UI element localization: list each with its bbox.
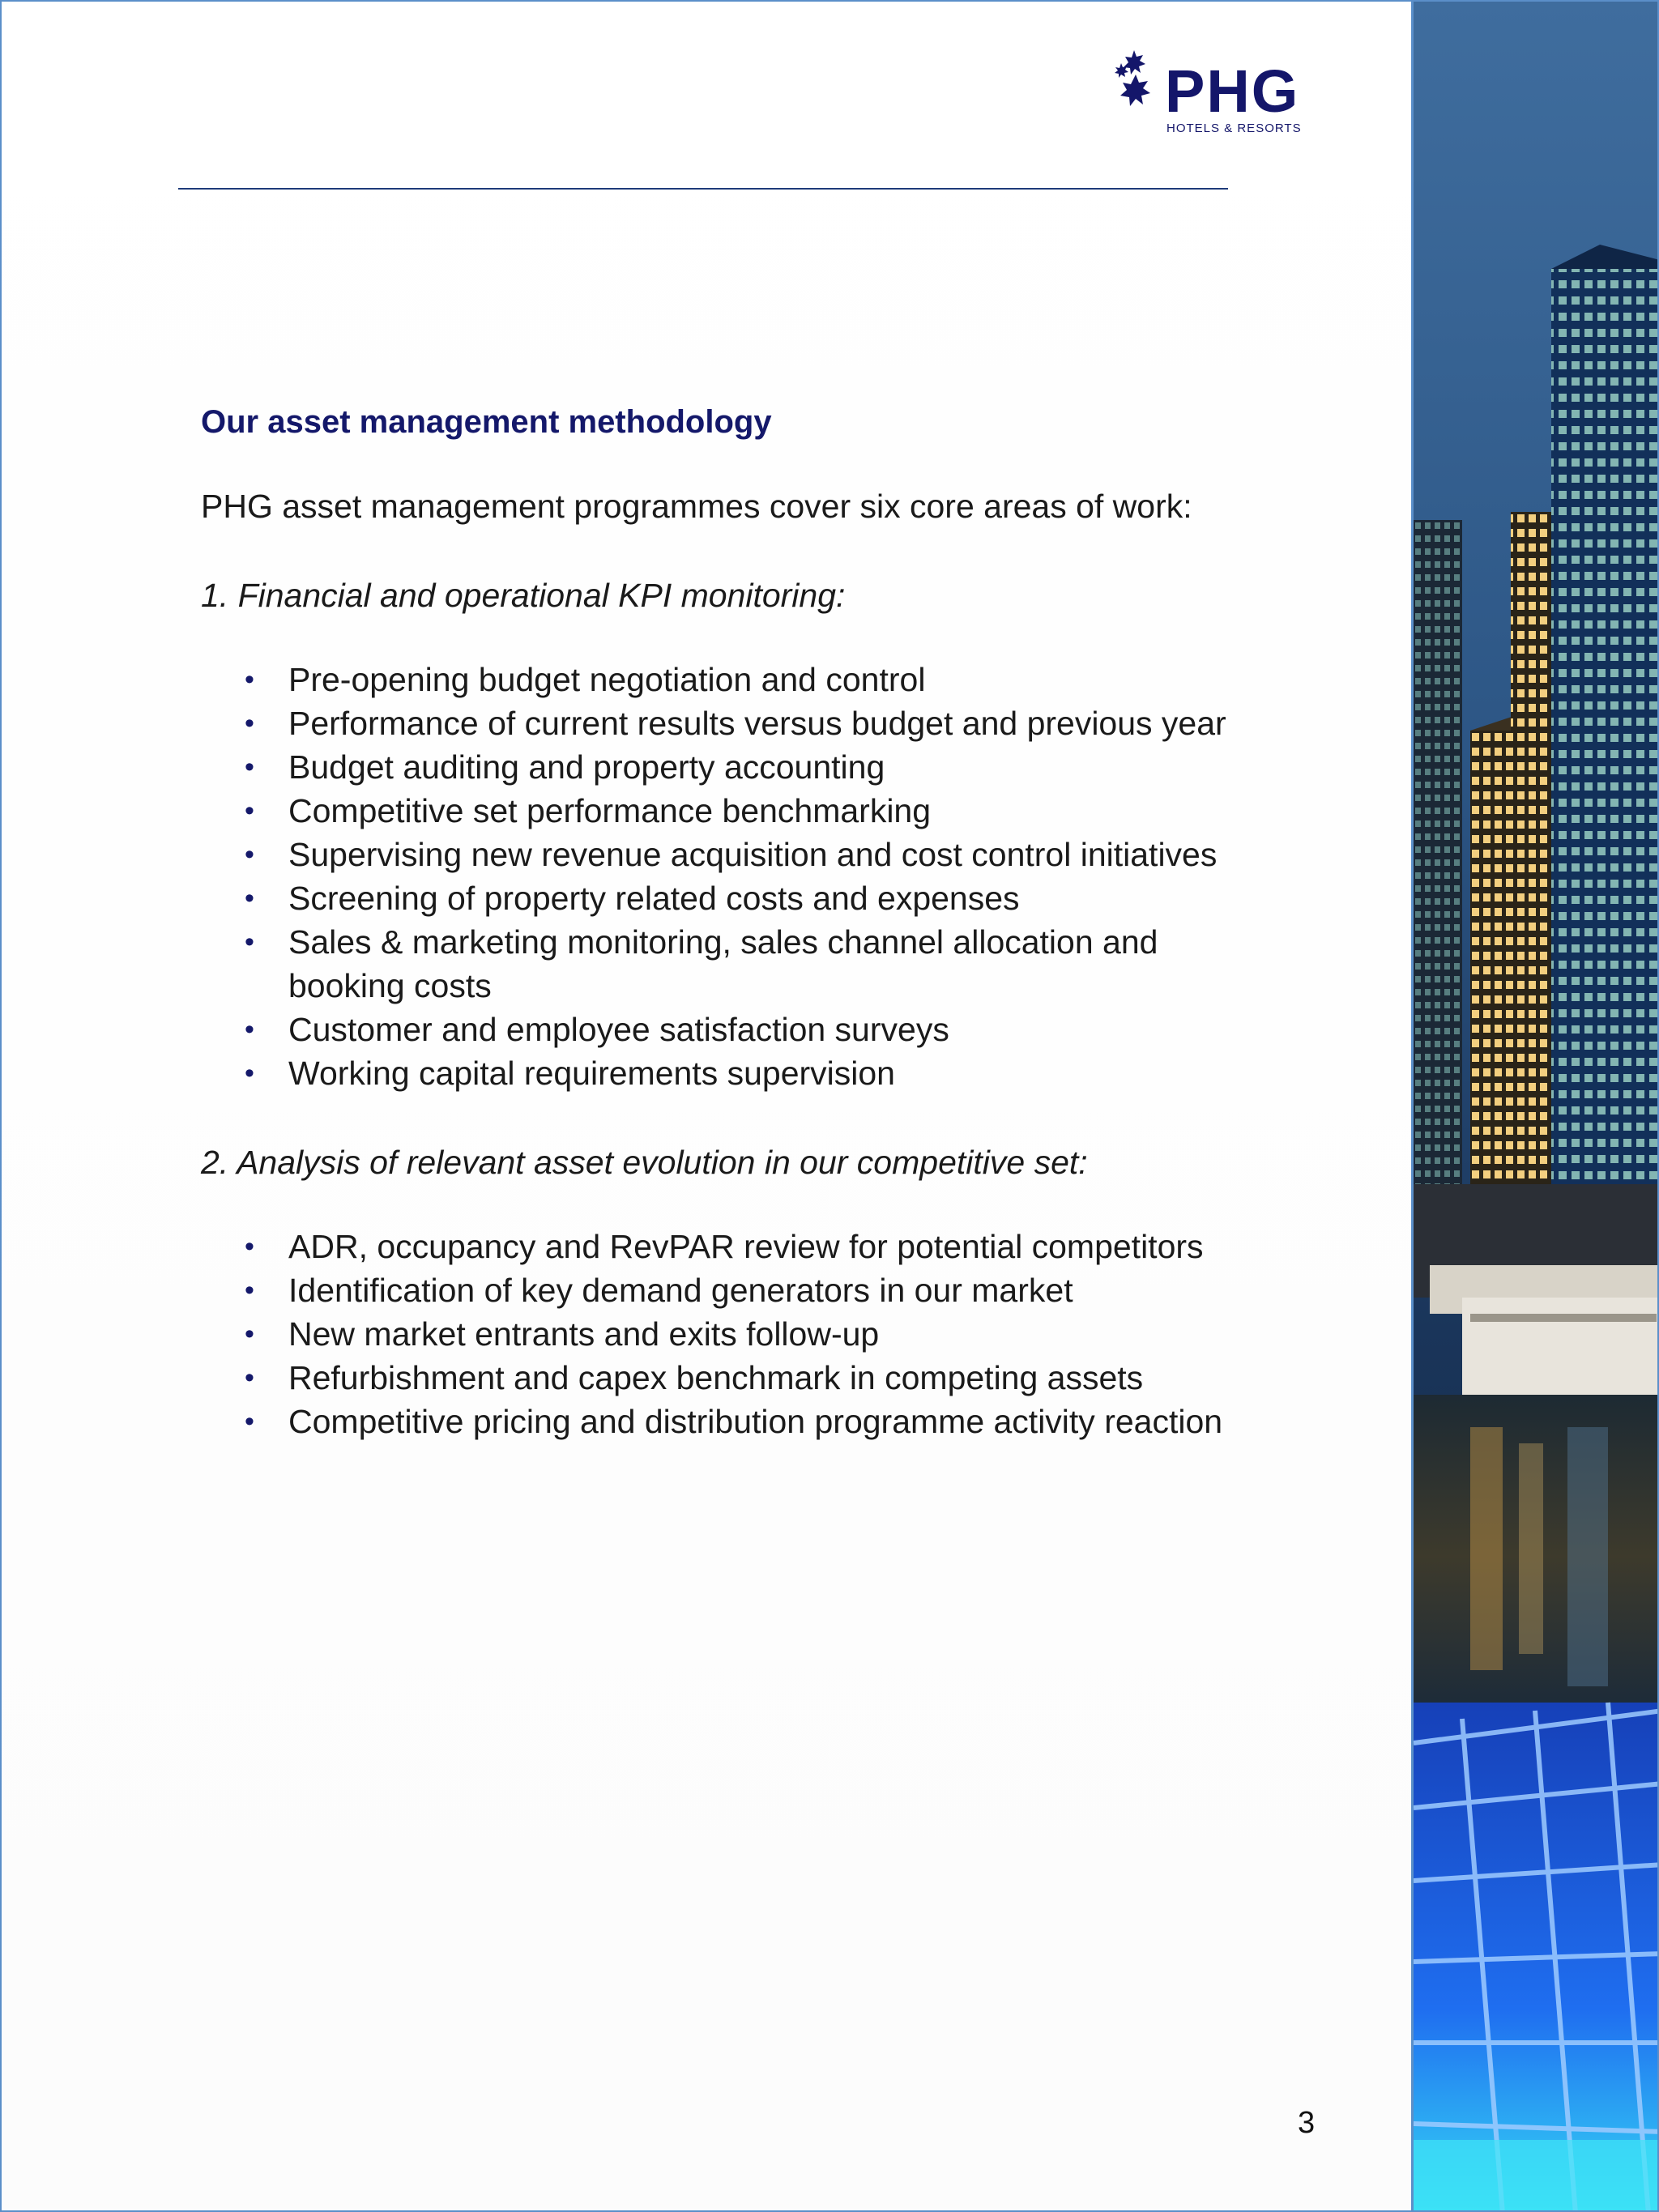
bullet-icon: • [245, 664, 254, 695]
bullet-icon: • [245, 1406, 254, 1437]
skyline-photo [1411, 2, 1659, 2212]
list-item: • Working capital requirements supervision [201, 1051, 1230, 1095]
competitive-set-list [201, 1225, 1230, 1443]
list-item: • Identification of key demand generators in our market [201, 1268, 1230, 1312]
bullet-icon: • [245, 927, 254, 957]
competitive-set-heading: 2. Analysis of relevant asset evolution in our competitive set: [201, 1144, 1088, 1181]
section-title: Our asset management methodology [201, 404, 772, 440]
bullet-icon: • [245, 795, 254, 826]
list-item: • Pre-opening budget negotiation and control [201, 658, 1230, 701]
bullet-icon: • [245, 1058, 254, 1089]
header-divider [178, 188, 1228, 190]
page-number: 3 [1298, 2106, 1316, 2140]
list-item: • Refurbishment and capex benchmark in competing assets [201, 1356, 1230, 1400]
bullet-icon: • [245, 752, 254, 782]
bullet-icon: • [245, 1362, 254, 1393]
bullet-icon: • [245, 1275, 254, 1306]
list-item: • Supervising new revenue acquisition and cost control initiatives [201, 833, 1230, 876]
bullet-icon: • [245, 839, 254, 870]
kpi-monitoring-list [201, 658, 1230, 1095]
list-item: • Competitive pricing and distribution programme activity reaction [201, 1400, 1230, 1443]
bullet-icon: • [245, 708, 254, 739]
kpi-monitoring-heading: 1. Financial and operational KPI monitoring: [201, 577, 846, 614]
list-item: • Customer and employee satisfaction surveys [201, 1008, 1230, 1051]
logo-wordmark: PHG [1165, 58, 1300, 125]
star-cluster-icon [1111, 47, 1168, 112]
document-body [201, 400, 1230, 1489]
intro-paragraph: PHG asset management programmes cover six core areas of work: [201, 488, 1192, 525]
text-panel [2, 2, 1411, 2212]
bullet-icon: • [245, 1319, 254, 1349]
list-item: • Performance of current results versus budget and previous year [201, 701, 1230, 745]
list-item: • Sales & marketing monitoring, sales channel allocation and booking costs [201, 920, 1230, 1008]
list-item: • New market entrants and exits follow-up [201, 1312, 1230, 1356]
marina-skyline-image [1414, 2, 1659, 2212]
phg-logo [1111, 47, 1330, 144]
logo-tagline: HOTELS & RESORTS [1166, 121, 1302, 135]
list-item: • Screening of property related costs and expenses [201, 876, 1230, 920]
bullet-icon: • [245, 883, 254, 914]
bullet-icon: • [245, 1014, 254, 1045]
list-item: • Competitive set performance benchmarking [201, 789, 1230, 833]
list-item: • Budget auditing and property accounting [201, 745, 1230, 789]
list-item: • ADR, occupancy and RevPAR review for potential competitors [201, 1225, 1230, 1268]
bullet-icon: • [245, 1231, 254, 1262]
